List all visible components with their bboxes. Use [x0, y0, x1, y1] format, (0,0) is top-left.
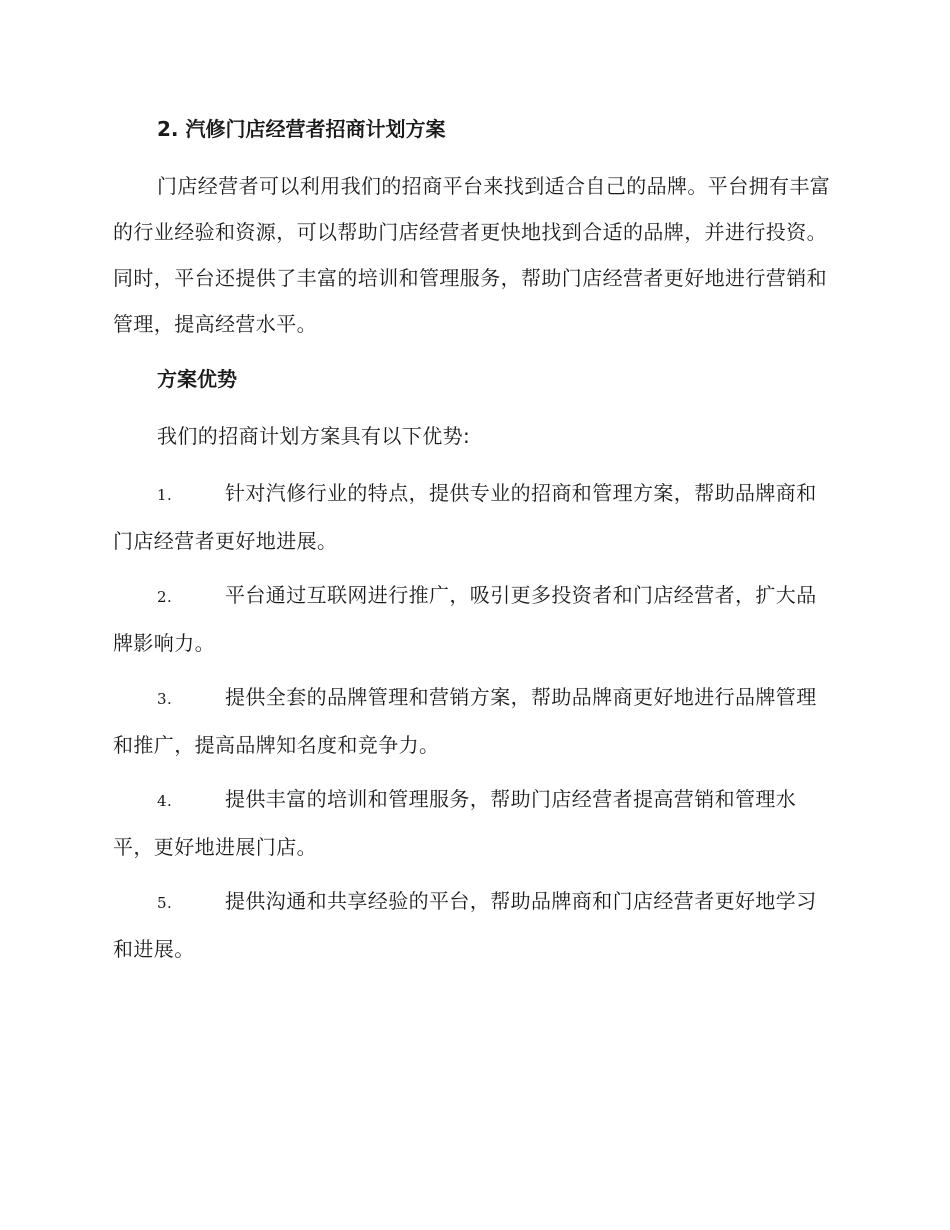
advantage-text: 平台通过互联网进行推广，吸引更多投资者和门店经营者，扩大品牌影响力。: [113, 583, 817, 655]
advantage-text: 针对汽修行业的特点，提供专业的招商和管理方案，帮助品牌商和门店经营者更好地进展。: [113, 481, 817, 553]
advantage-item-1: [113, 470, 833, 564]
advantages-heading: 方案优势: [157, 367, 237, 391]
advantage-item-5: [113, 878, 833, 972]
advantage-item-2: [113, 572, 833, 666]
advantage-item-3: [113, 674, 833, 768]
list-number: 1.: [157, 486, 173, 504]
advantage-text: 提供全套的品牌管理和营销方案，帮助品牌商更好地进行品牌管理和推广，提高品牌知名度和竞争力。: [113, 685, 817, 757]
intro-paragraph: 门店经营者可以利用我们的招商平台来找到适合自己的品牌。平台拥有丰富的行业经验和资源，可以帮助门店经营者更快地找到合适的品牌，并进行投资。同时，平台还提供了丰富的培训和管理服务，帮助门店经营者更好地进行营销和管理，提高经营水平。: [113, 174, 831, 336]
list-number: 2.: [157, 588, 173, 606]
list-number: 3.: [157, 690, 173, 708]
advantage-item-4: [113, 776, 833, 870]
advantages-intro: 我们的招商计划方案具有以下优势:: [157, 424, 471, 448]
advantage-text: 提供沟通和共享经验的平台，帮助品牌商和门店经营者更好地学习和进展。: [113, 889, 817, 961]
list-number: 4.: [157, 792, 173, 810]
section-heading: 2. 汽修门店经营者招商计划方案: [157, 117, 446, 141]
advantage-text: 提供丰富的培训和管理服务，帮助门店经营者提高营销和管理水平，更好地进展门店。: [113, 787, 797, 859]
list-number: 5.: [157, 894, 173, 912]
